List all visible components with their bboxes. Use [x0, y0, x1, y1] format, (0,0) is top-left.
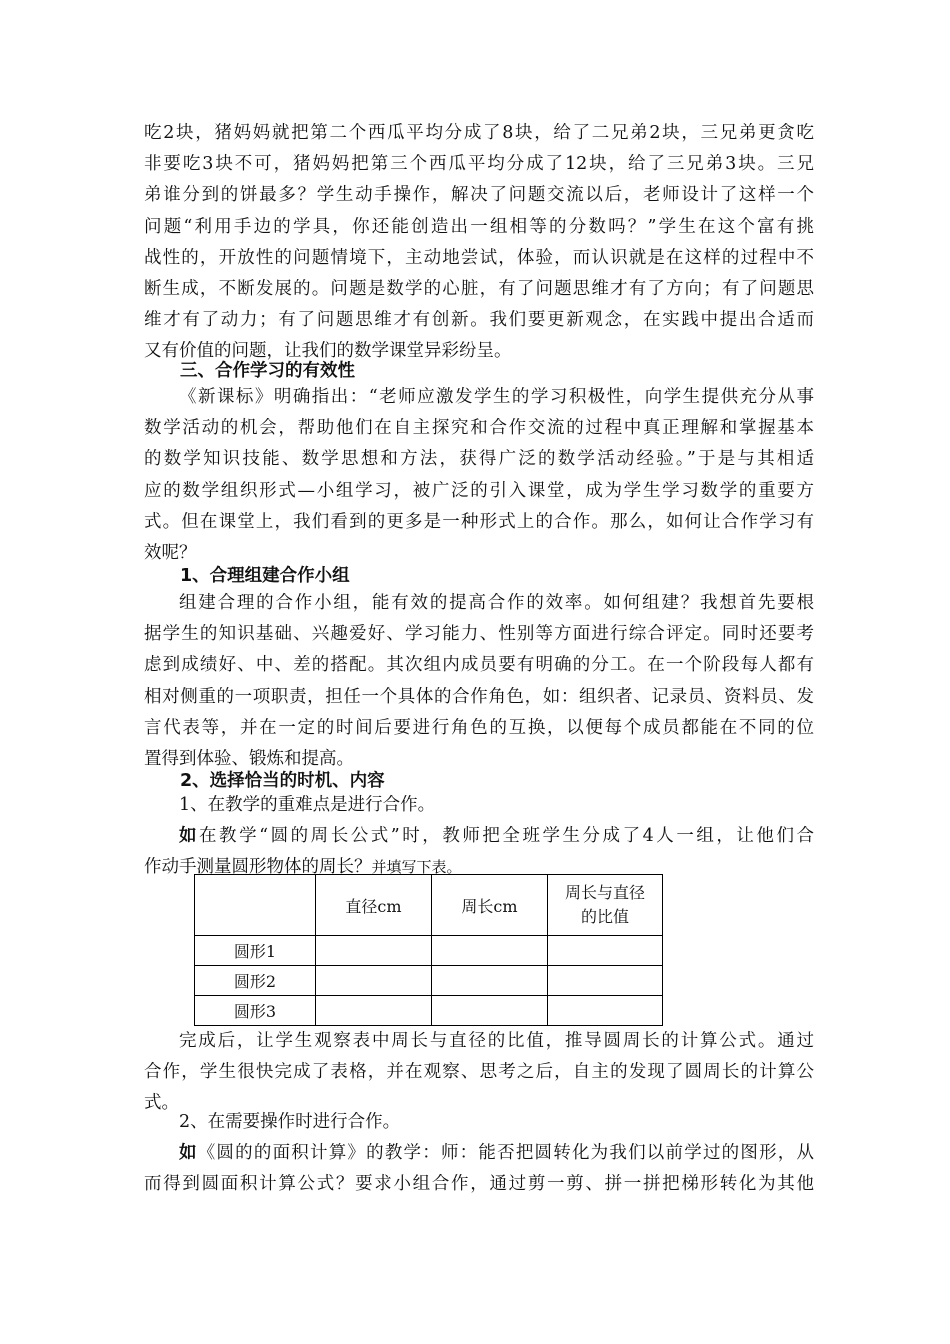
subheading-groups: 1、合理组建合作小组 — [180, 566, 350, 586]
table-header-cell — [548, 875, 663, 936]
header-text: 周长与直径的比值 — [564, 883, 645, 926]
paragraph-groups — [144, 588, 814, 775]
text-span: 在教学“圆的周长公式”时，教师把全班学生分成了4人一组，让他们合 — [199, 826, 814, 846]
text-line: 虑到成绩好、中、差的搭配。其次组内成员要有明确的分工。在一个阶段每人都有 — [144, 655, 814, 676]
table-header-row — [195, 875, 663, 936]
text-line: 的数学知识技能、数学思想和方法，获得广泛的数学活动经验。”于是与其相适 — [144, 449, 814, 470]
text-line: 非要吃3块不可，猪妈妈把第三个西瓜平均分成了12块，给了三兄弟3块。三兄 — [144, 154, 814, 175]
text-line: 维才有了动力；有了问题思维才有创新。我们要更新观念，在实践中提出合适而 — [144, 310, 814, 331]
text-line: 式。但在课堂上，我们看到的更多是一种形式上的合作。那么，如何让合作学习有 — [144, 511, 814, 532]
text-line: 1、在教学的重难点是进行合作。 — [179, 795, 436, 815]
table-cell — [432, 966, 548, 996]
section-heading-3: 三、合作学习的有效性 — [180, 361, 355, 381]
text-line: 式。 — [144, 1093, 179, 1114]
table-header-cell: 直径cm — [316, 875, 432, 936]
table-cell — [316, 936, 432, 966]
text-line — [144, 1138, 814, 1169]
text-line: 断生成，不断发展的。问题是数学的心脏，有了问题思维才有了方向；有了问题思 — [144, 279, 814, 300]
table-cell — [316, 966, 432, 996]
paragraph-story — [144, 118, 814, 368]
table-header-cell — [195, 875, 316, 936]
paragraph-operation — [144, 1107, 814, 1138]
table-cell: 圆形3 — [195, 996, 316, 1026]
paragraph-area-example — [144, 1138, 814, 1200]
table-cell — [316, 996, 432, 1026]
text-line: 置得到体验、锻炼和提高。 — [144, 749, 354, 770]
table-header-cell: 周长cm — [432, 875, 548, 936]
text-span-small: 并填写下表。 — [371, 858, 462, 877]
text-line: 组建合理的合作小组，能有效的提高合作的效率。如何组建？我想首先要根 — [179, 593, 814, 613]
text-line: 2、在需要操作时进行合作。 — [179, 1112, 401, 1132]
table-row — [195, 936, 663, 966]
text-line: 战性的，开放性的问题情境下，主动地尝试，体验，而认识就是在这样的过程中不 — [144, 247, 814, 268]
text-line: 完成后，让学生观察表中周长与直径的比值，推导圆周长的计算公式。通过 — [179, 1031, 814, 1051]
text-line: 而得到圆面积计算公式？要求小组合作，通过剪一剪、拼一拼把梯形转化为其他 — [144, 1174, 814, 1195]
text-line: 言代表等，并在一定的时间后要进行角色的互换，以便每个成员都能在不同的位 — [144, 717, 814, 738]
text-line: 又有价值的问题，让我们的数学课堂异彩纷呈。 — [144, 341, 512, 362]
text-line: 《新课标》明确指出：“老师应激发学生的学习积极性，向学生提供充分从事 — [179, 387, 814, 407]
table-cell — [432, 996, 548, 1026]
table-cell — [548, 966, 663, 996]
text-line: 相对侧重的一项职责，担任一个具体的合作角色，如：组织者、记录员、资料员、发 — [144, 686, 814, 707]
table-cell — [548, 996, 663, 1026]
table-row — [195, 966, 663, 996]
measurement-table — [194, 874, 663, 1026]
table-cell: 圆形2 — [195, 966, 316, 996]
text-line: 效呢？ — [144, 543, 197, 564]
paragraph-after-table — [144, 1026, 814, 1120]
table-cell — [432, 936, 548, 966]
text-line: 据学生的知识基础、兴趣爱好、学习能力、性别等方面进行综合评定。同时还要考 — [144, 624, 814, 645]
text-line: 数学活动的机会，帮助他们在自主探究和合作交流的过程中真正理解和掌握基本 — [144, 418, 814, 439]
text-line: 弟谁分到的饼最多？学生动手操作，解决了问题交流以后，老师设计了这样一个 — [144, 185, 814, 206]
text-line: 应的数学组织形式—小组学习，被广泛的引入课堂，成为学生学习数学的重要方 — [144, 480, 814, 501]
subheading-timing: 2、选择恰当的时机、内容 — [180, 771, 385, 791]
paragraph-key-points — [144, 790, 814, 821]
lead-char: 如 — [179, 1143, 198, 1163]
text-span: 《圆的的面积计算》的教学：师：能否把圆转化为我们以前学过的图形，从 — [197, 1143, 815, 1163]
text-line — [144, 821, 814, 852]
table-row — [195, 996, 663, 1026]
text-line: 吃2块，猪妈妈就把第二个西瓜平均分成了8块，给了二兄弟2块，三兄弟更贪吃 — [144, 123, 814, 143]
text-line: 问题“利用手边的学具，你还能创造出一组相等的分数吗？”学生在这个富有挑 — [144, 216, 814, 237]
table-cell: 圆形1 — [195, 936, 316, 966]
paragraph-curriculum — [144, 382, 814, 569]
text-line: 合作，学生很快完成了表格，并在观察、思考之后，自主的发现了圆周长的计算公 — [144, 1062, 814, 1083]
table-cell — [548, 936, 663, 966]
text-span: 作动手测量圆形物体的周长？ — [144, 857, 372, 878]
lead-char: 如 — [179, 826, 200, 846]
